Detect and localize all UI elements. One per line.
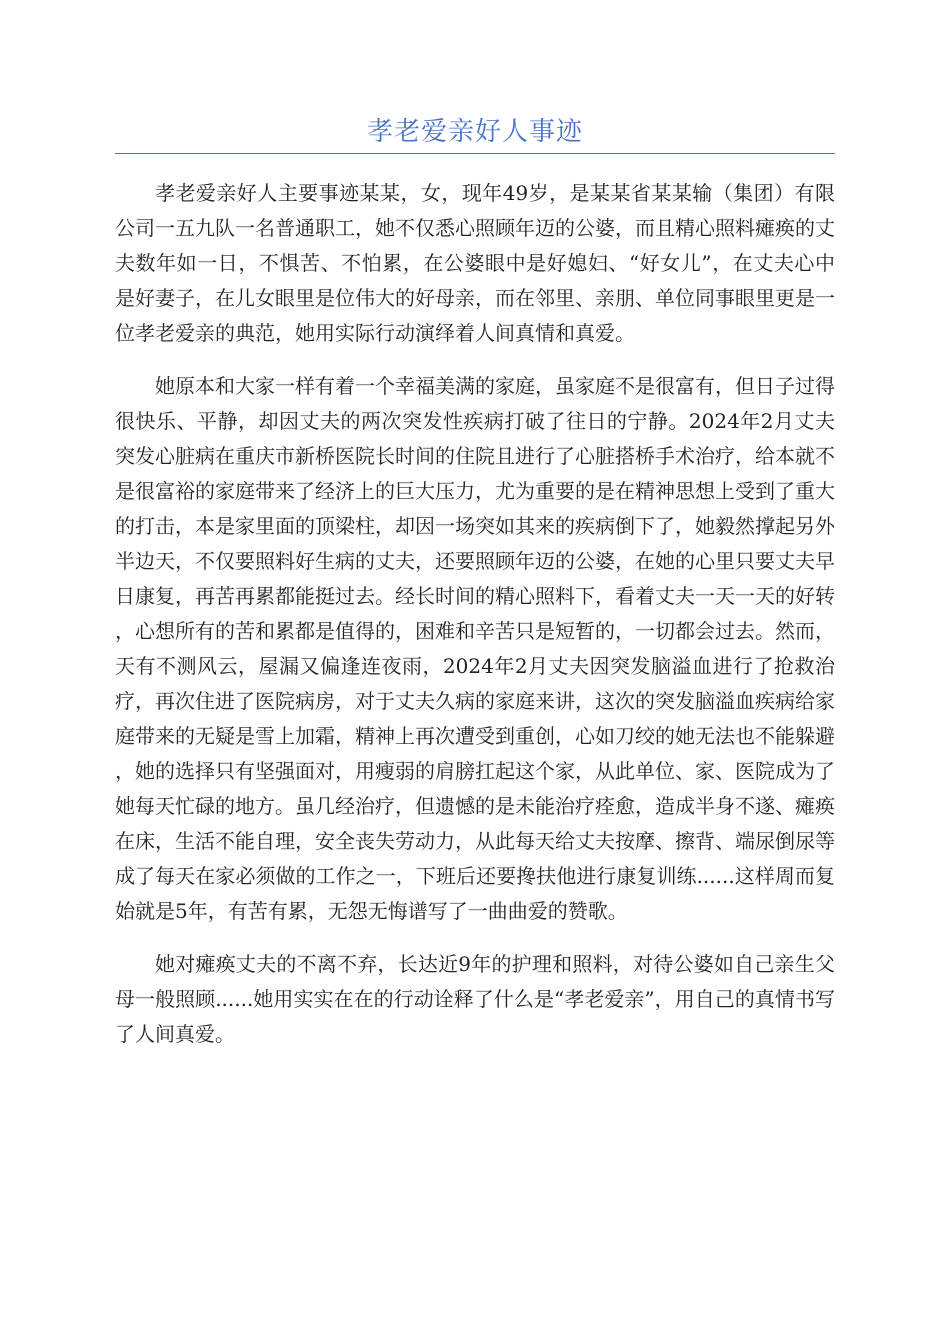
page-title: 孝老爱亲好人事迹 (366, 117, 583, 147)
document-body (115, 176, 835, 1070)
title-underline (115, 153, 835, 154)
paragraph-2: 她原本和大家一样有着一个幸福美满的家庭，虽家庭不是很富有，但日子过得很快乐、平静，却因丈夫的两次突发性疾病打破了往日的宁静。2024年2月丈夫突发心脏病在重庆市新桥医院长时间的住院且进行了心脏搭桥手术治疗，给本就不是很富裕的家庭带来了经济上的巨大压力，尤为重要的是在精神思想上受到了重大的打击，本是家里面的顶梁柱，却因一场突如其来的疾病倒下了，她毅然撑起另外半边天，不仅要照料好生病的丈夫，还要照顾年迈的公婆，在她的心里只要丈夫早日康复，再苦再累都能挺过去。经长时间的精心照料下，看着丈夫一天一天的好转，心想所有的苦和累都是值得的，困难和辛苦只是短暂的，一切都会过去。然而，天有不测风云，屋漏又偏逢连夜雨，2024年2月丈夫因突发脑溢血进行了抢救治疗，再次住进了医院病房，对于丈夫久病的家庭来讲，这次的突发脑溢血疾病给家庭带来的无疑是雪上加霜，精神上再次遭受到重创，心如刀绞的她无法也不能躲避，她的选择只有坚强面对，用瘦弱的肩膀扛起这个家，从此单位、家、医院成为了她每天忙碌的地方。虽几经治疗，但遗憾的是未能治疗痊愈，造成半身不遂、瘫痪在床，生活不能自理，安全丧失劳动力，从此每天给丈夫按摩、擦背、端尿倒尿等成了每天在家必须做的工作之一，下班后还要搀扶他进行康复训练......这样周而复始就是5年，有苦有累，无怨无悔谱写了一曲曲爱的赞歌。 (115, 374, 835, 923)
paragraph-1: 孝老爱亲好人主要事迹某某，女，现年49岁，是某某省某某输（集团）有限公司一五九队一名普通职工，她不仅悉心照顾年迈的公婆，而且精心照料瘫痪的丈夫数年如一日，不惧苦、不怕累，在公婆眼中是好媳妇、“好女儿”，在丈夫心中是好妻子，在儿女眼里是位伟大的好母亲，而在邻里、亲朋、单位同事眼里更是一位孝老爱亲的典范，她用实际行动演绎着人间真情和真爱。 (115, 181, 835, 345)
paragraph-3: 她对瘫痪丈夫的不离不弃，长达近9年的护理和照料，对待公婆如自己亲生父母一般照顾......她用实实在在的行动诠释了什么是“孝老爱亲”，用自己的真情书写了人间真爱。 (115, 952, 835, 1046)
